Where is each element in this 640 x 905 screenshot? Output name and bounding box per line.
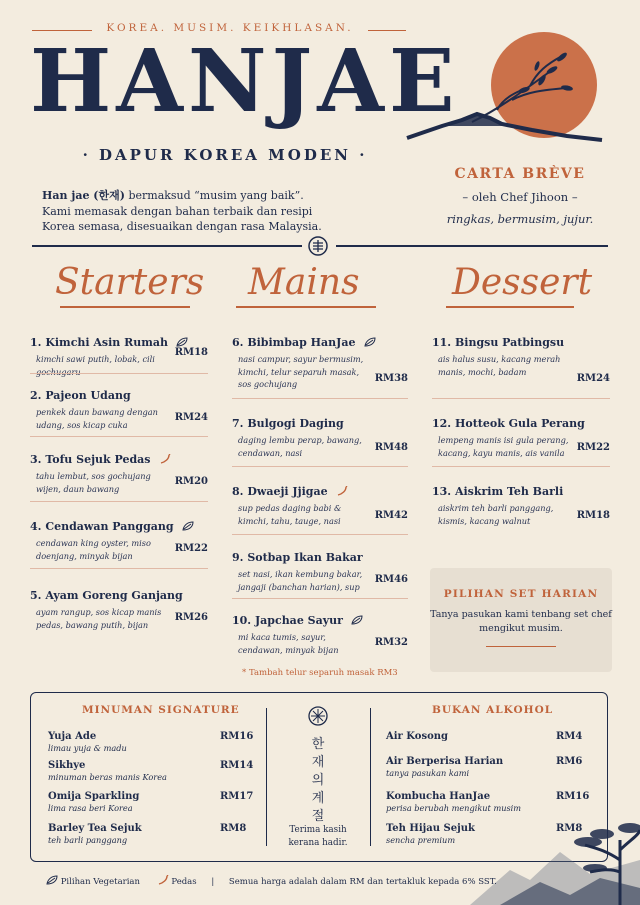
menu-item xyxy=(432,480,610,527)
item-price: RM20 xyxy=(174,476,208,487)
signature-title: MINUMAN SIGNATURE xyxy=(82,704,240,716)
section-title-mains: Mains xyxy=(248,262,360,303)
item-name: 3. Tofu Sejuk Pedas xyxy=(30,453,151,466)
drink-price: RM16 xyxy=(220,731,254,742)
chili-icon xyxy=(159,454,171,464)
starters-underline xyxy=(60,306,190,308)
menu-item xyxy=(232,412,408,459)
section-title-starters: Starters xyxy=(55,262,205,303)
menu-item xyxy=(232,609,408,656)
drink-price: RM16 xyxy=(556,791,590,802)
intro-text xyxy=(42,188,342,235)
drink-item xyxy=(48,760,254,782)
separator xyxy=(232,598,408,599)
leaf-icon xyxy=(46,875,58,885)
drink-name: Teh Hijau Sejuk xyxy=(386,823,475,834)
footer-spicy: Pedas xyxy=(171,877,197,887)
item-desc: cendawan king oyster, miso doenjang, minyak bijan xyxy=(36,538,151,561)
item-desc: nasi campur, sayur bermusim, kimchi, telur separuh masak, sos gochujang xyxy=(238,354,364,389)
item-name: 10. Japchae Sayur xyxy=(232,614,343,627)
separator xyxy=(432,466,610,467)
item-name: 2. Pajeon Udang xyxy=(30,389,131,402)
menu-item xyxy=(30,584,208,631)
emblem-icon xyxy=(308,706,328,726)
item-name: 13. Aiskrim Teh Barli xyxy=(432,485,564,498)
divider-right xyxy=(336,245,608,247)
separator xyxy=(30,568,208,569)
drink-name: Barley Tea Sejuk xyxy=(48,823,142,834)
item-desc: daging lembu perap, bawang, cendawan, nasi xyxy=(238,435,362,458)
footer-veg: Pilihan Vegetarian xyxy=(60,877,140,887)
drink-price: RM4 xyxy=(556,731,583,742)
korean-char: 계 xyxy=(311,791,325,806)
item-name: 1. Kimchi Asin Rumah xyxy=(30,336,169,349)
drink-desc: minuman beras manis Korea xyxy=(48,772,167,782)
drink-desc: perisa berubah mengikut musim xyxy=(386,803,522,813)
drink-name: Sikhye xyxy=(48,760,86,771)
brand-title: HANJAE xyxy=(30,31,460,132)
drinks-divider-right xyxy=(370,708,371,846)
drink-item xyxy=(386,756,586,778)
item-price: RM48 xyxy=(374,442,408,453)
item-desc: mi kaca tumis, sayur, cendawan, minyak bijan xyxy=(238,632,339,655)
item-name: 5. Ayam Goreng Ganjang xyxy=(30,589,183,602)
item-price: RM38 xyxy=(374,373,408,384)
sun-mountain-illustration xyxy=(402,30,612,150)
chili-icon xyxy=(336,486,348,496)
drink-price: RM6 xyxy=(556,756,583,767)
item-name: 6. Bibimbap HanJae xyxy=(232,336,356,349)
menu-item xyxy=(432,331,610,384)
intro-line2: Kami memasak dengan bahan terbaik dan resipi Korea semasa, disesuaikan dengan rasa Malaysia. xyxy=(42,204,322,233)
drink-price: RM17 xyxy=(220,791,254,802)
item-price: RM46 xyxy=(374,574,408,585)
item-desc: set nasi, ikan kembung bakar, jangaji (banchan harian), sup xyxy=(238,569,363,592)
item-price: RM32 xyxy=(374,637,408,648)
item-price: RM26 xyxy=(174,612,208,623)
separator xyxy=(30,501,208,502)
drink-name: Air Berperisa Harian xyxy=(386,756,504,767)
item-name: 4. Cendawan Panggang xyxy=(30,520,174,533)
footer-divider: | xyxy=(211,877,215,887)
menu-item xyxy=(30,384,208,431)
korean-char: 재 xyxy=(311,755,325,770)
drink-desc: sencha premium xyxy=(386,835,456,845)
item-desc: penkek daun bawang dengan udang, sos kicap cuka xyxy=(36,407,158,430)
carta-chef: – oleh Chef Jihoon – xyxy=(462,190,578,204)
drink-item xyxy=(48,731,254,753)
chili-icon xyxy=(157,875,169,885)
korean-char: 의 xyxy=(311,773,325,788)
korean-vertical-text xyxy=(304,736,332,826)
drink-price: RM14 xyxy=(220,760,254,771)
item-price: RM18 xyxy=(576,510,610,521)
drinks-divider-left xyxy=(266,708,267,846)
item-price: RM24 xyxy=(576,373,610,384)
leaf-icon xyxy=(351,615,363,625)
mountain-tree-illustration xyxy=(470,800,640,905)
drink-item xyxy=(386,731,586,742)
intro-bold: Han jae (한재) xyxy=(42,189,125,202)
drink-desc: limau yuja & madu xyxy=(48,743,127,753)
emblem-icon xyxy=(308,236,328,256)
item-name: 9. Sotbap Ikan Bakar xyxy=(232,551,363,564)
set-harian-title: PILIHAN SET HARIAN xyxy=(443,588,599,600)
drink-price: RM8 xyxy=(556,823,583,834)
set-harian-rule xyxy=(486,646,556,647)
drink-name: Kombucha HanJae xyxy=(386,791,491,802)
separator xyxy=(432,398,610,399)
menu-item xyxy=(232,546,408,593)
drink-item xyxy=(48,791,254,813)
drink-name: Yuja Ade xyxy=(48,731,97,742)
tagline: KOREA. MUSIM. KEIKHLASAN. xyxy=(106,22,354,34)
divider-left xyxy=(32,245,302,247)
carta-desc: ringkas, bermusim, jujur. xyxy=(446,212,594,226)
item-price: RM24 xyxy=(174,412,208,423)
nonalc-title: BUKAN ALKOHOL xyxy=(432,704,554,716)
item-price: RM22 xyxy=(174,543,208,554)
menu-item xyxy=(232,331,408,391)
mains-underline xyxy=(236,306,376,308)
drink-price: RM8 xyxy=(220,823,247,834)
item-desc: lempeng manis isi gula perang, kacang, kayu manis, ais vanila xyxy=(438,435,569,458)
footer-note: Semua harga adalah dalam RM dan tertakluk kepada 6% SST. xyxy=(228,877,497,887)
drink-item xyxy=(48,823,248,845)
leaf-icon xyxy=(182,521,194,531)
item-desc: kimchi sawi putih, lobak, cili gochugaru xyxy=(36,354,155,377)
leaf-icon xyxy=(176,337,188,347)
carta-title: CARTA BRÈVE xyxy=(454,166,586,182)
menu-item xyxy=(232,480,408,527)
item-price: RM18 xyxy=(174,347,208,358)
item-price: RM42 xyxy=(374,510,408,521)
menu-item xyxy=(30,331,208,378)
menu-item xyxy=(432,412,610,459)
separator xyxy=(232,534,408,535)
item-desc: sup pedas daging babi & kimchi, tahu, tauge, nasi xyxy=(238,503,342,526)
item-price: RM22 xyxy=(576,442,610,453)
separator xyxy=(232,466,408,467)
drink-desc: tanya pasukan kami xyxy=(386,768,470,778)
item-desc: tahu lembut, sos gochujang wijen, daun bawang xyxy=(36,471,151,494)
separator xyxy=(232,398,408,399)
item-desc: ais halus susu, kacang merah manis, mochi, badam xyxy=(438,354,561,377)
drink-desc: lima rasa beri Korea xyxy=(48,803,133,813)
intro-rest: bermaksud “musim yang baik”. xyxy=(124,189,304,202)
mains-note: * Tambah telur separuh masak RM3 xyxy=(242,668,398,678)
set-harian-card xyxy=(430,568,612,672)
item-desc: aiskrim teh barli panggang, kismis, kacang walnut xyxy=(438,503,554,526)
item-desc: ayam rangup, sos kicap manis pedas, bawang putih, bijan xyxy=(36,607,162,630)
drink-desc: teh barli panggang xyxy=(48,835,128,845)
brand-subtitle: · DAPUR KOREA MODEN · xyxy=(82,146,368,164)
item-name: 7. Bulgogi Daging xyxy=(232,417,344,430)
menu-item xyxy=(30,448,208,495)
leaf-icon xyxy=(364,337,376,347)
drink-name: Omija Sparkling xyxy=(48,791,140,802)
korean-char: 한 xyxy=(311,737,325,752)
footer xyxy=(46,875,497,887)
menu-item xyxy=(30,515,208,562)
separator xyxy=(30,436,208,437)
carta-box xyxy=(430,166,610,226)
item-name: 11. Bingsu Patbingsu xyxy=(432,336,565,349)
drink-name: Air Kosong xyxy=(386,731,449,742)
thanks-text: Terima kasih kerana hadir. xyxy=(288,825,348,848)
dessert-underline xyxy=(446,306,574,308)
section-title-dessert: Dessert xyxy=(452,262,593,303)
korean-char: 절 xyxy=(311,809,325,824)
item-name: 12. Hotteok Gula Perang xyxy=(432,417,585,430)
set-harian-desc: Tanya pasukan kami tenbang set chef mengikut musim. xyxy=(430,609,612,634)
separator xyxy=(30,373,208,374)
item-name: 8. Dwaeji Jjigae xyxy=(232,485,328,498)
